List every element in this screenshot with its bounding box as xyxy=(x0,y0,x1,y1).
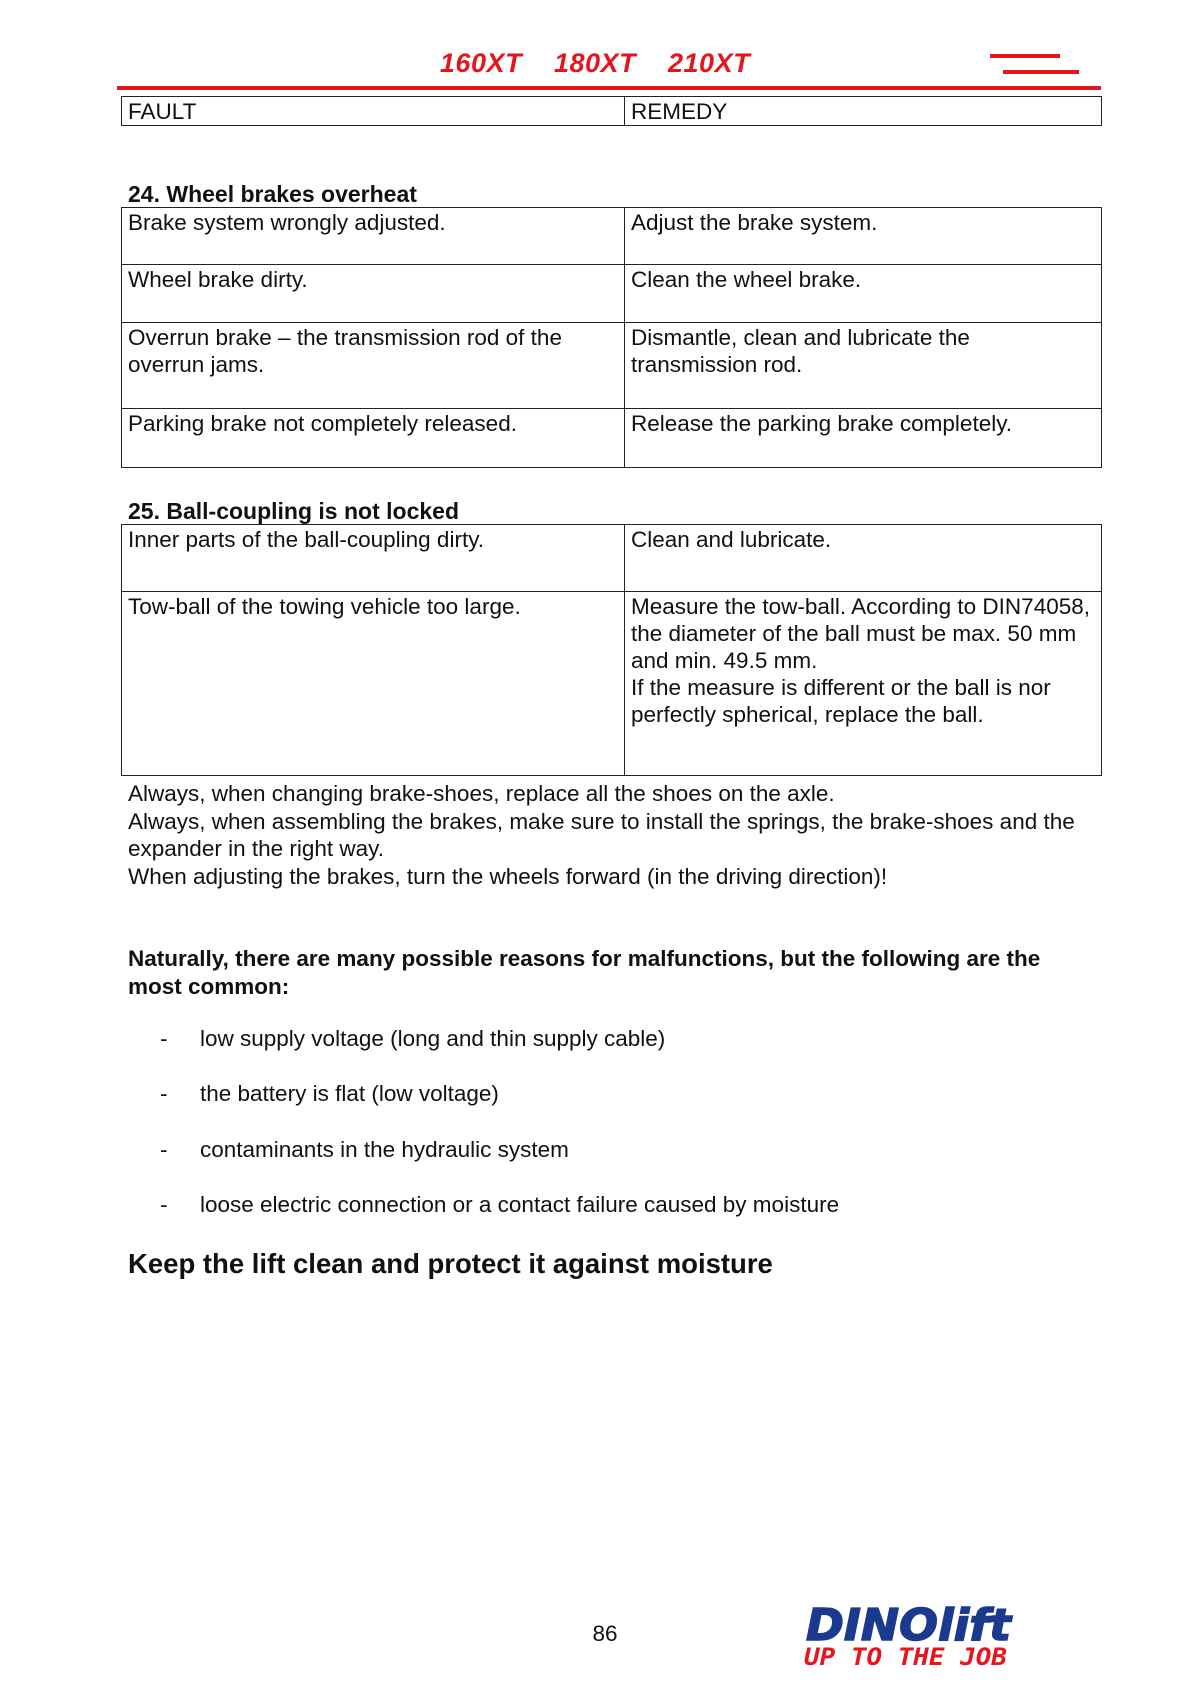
list-item-text: loose electric connection or a contact failure caused by moisture xyxy=(200,1192,840,1217)
list-item-text: low supply voltage (long and thin supply cable) xyxy=(200,1026,666,1051)
header-models: 160XT 180XT 210XT xyxy=(439,48,751,78)
bullet-dash: - xyxy=(160,1026,168,1051)
logo-tagline: UP TO THE JOB xyxy=(804,1643,1007,1668)
fault-column-header: FAULT xyxy=(122,97,625,126)
remedy-cell: Adjust the brake system. xyxy=(625,208,1102,265)
bullet-dash: - xyxy=(160,1081,168,1106)
remedy-column-header: REMEDY xyxy=(625,97,1102,126)
remedy-cell: Release the parking brake completely. xyxy=(625,409,1102,468)
header-mark-bottom xyxy=(1003,70,1079,74)
list-item-text: contaminants in the hydraulic system xyxy=(200,1137,569,1162)
section-25-table xyxy=(121,524,1102,776)
fault-remedy-header xyxy=(121,96,1102,126)
fault-cell: Tow-ball of the towing vehicle too large. xyxy=(122,592,625,776)
header-mark-top xyxy=(990,54,1060,58)
table-row xyxy=(122,265,1102,323)
table-row xyxy=(122,208,1102,265)
brake-notes xyxy=(128,780,1088,890)
page-number: 86 xyxy=(592,1621,618,1646)
note-line: Always, when changing brake-shoes, replace all the shoes on the axle. xyxy=(128,781,835,806)
remedy-cell: Clean the wheel brake. xyxy=(625,265,1102,323)
table-row xyxy=(122,592,1102,776)
remedy-cell xyxy=(625,592,1102,776)
section-25-title: 25. Ball-coupling is not locked xyxy=(128,498,459,524)
bullet-dash: - xyxy=(160,1137,168,1162)
remedy-cell: Dismantle, clean and lubricate the transmission rod. xyxy=(625,323,1102,409)
section-24-title: 24. Wheel brakes overheat xyxy=(128,181,417,207)
remedy-cell: Clean and lubricate. xyxy=(625,525,1102,592)
table-row xyxy=(122,409,1102,468)
bullet-dash: - xyxy=(160,1192,168,1217)
fault-cell: Overrun brake – the transmission rod of the overrun jams. xyxy=(122,323,625,409)
fault-cell: Wheel brake dirty. xyxy=(122,265,625,323)
malfunction-intro: Naturally, there are many possible reasons for malfunctions, but the following are the most common: xyxy=(128,946,1041,999)
remedy-line: If the measure is different or the ball is nor perfectly spherical, replace the ball. xyxy=(631,675,1051,727)
closing-statement: Keep the lift clean and protect it against moisture xyxy=(128,1248,773,1279)
fault-cell: Inner parts of the ball-coupling dirty. xyxy=(122,525,625,592)
logo-brand: DINOlift xyxy=(806,1600,1014,1651)
fault-cell: Parking brake not completely released. xyxy=(122,409,625,468)
note-line: When adjusting the brakes, turn the wheels forward (in the driving direction)! xyxy=(128,863,888,889)
table-row xyxy=(122,323,1102,409)
remedy-line: Measure the tow-ball. According to DIN74058, the diameter of the ball must be max. 50 mm and min. 49.5 mm. xyxy=(631,594,1090,673)
list-item-text: the battery is flat (low voltage) xyxy=(200,1081,499,1106)
table-row xyxy=(122,525,1102,592)
note-line: Always, when assembling the brakes, make sure to install the springs, the brake-shoes and the expander in the right way. xyxy=(128,808,1075,861)
dinolift-logo xyxy=(802,1600,1017,1668)
fault-cell: Brake system wrongly adjusted. xyxy=(122,208,625,265)
section-24-table xyxy=(121,207,1102,468)
header-rule xyxy=(117,86,1101,90)
